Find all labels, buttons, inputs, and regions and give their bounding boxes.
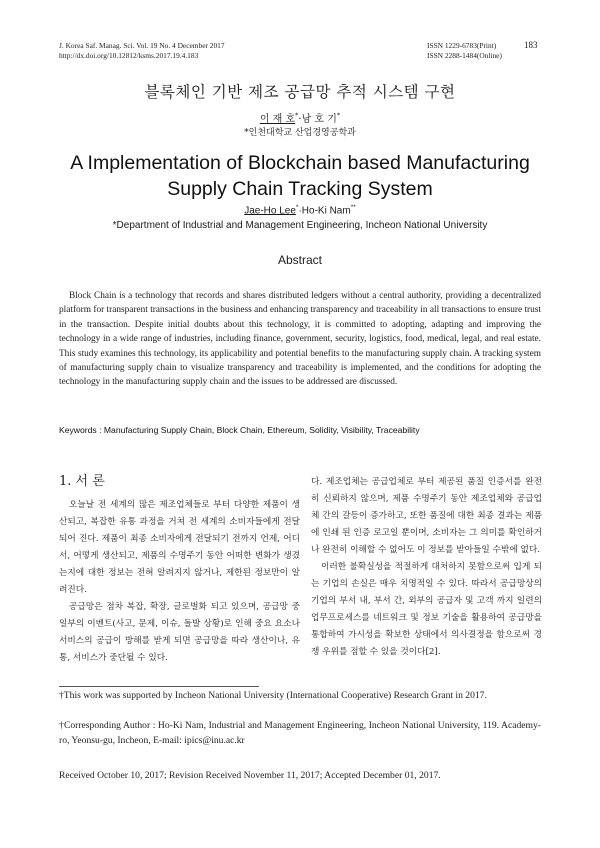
korean-author-2-mark: *	[336, 111, 341, 120]
english-author-2-mark: **	[350, 204, 356, 211]
english-title: A Implementation of Blockchain based Manufacturing Supply Chain Tracking System	[70, 152, 530, 200]
right-column	[311, 474, 542, 661]
issn-online: ISSN 2288-1484(Online)	[427, 51, 502, 60]
doi-link[interactable]: http://dx.doi.org/10.12812/ksms.2017.19.4.183	[59, 51, 199, 60]
english-author-1: Jae-Ho Lee	[244, 205, 296, 217]
paragraph: 오늘날 전 세계의 많은 제조업체들로 부터 다양한 제품이 생산되고, 복잡한 유통 과정을 거쳐 전 세계의 소비자들에게 전달되어 진다. 제품이 최종 소비자에게 전달되기 전까지 언제, 어디서, 어떻게 생산되고, 제품의 수명주기 동안 어떠한 변화가 생겼는지에 대한 정보는 전혀 알려지지 않거나, 제한된 정보만이 알려진다.	[59, 500, 300, 595]
issn-print: ISSN 1229-6783(Print)	[427, 41, 497, 50]
journal-header-left	[59, 41, 225, 61]
corresponding-author-footnote: †Corresponding Author : Ho-Ki Nam, Industrial and Management Engineering, Incheon National University, 119. Academy-ro, Yeonsu-gu, Incheon, E-mail: ipics@inu.ac.kr	[59, 720, 541, 746]
author-separator: ·	[298, 205, 302, 217]
korean-author-2: 남 호 기	[301, 114, 337, 125]
journal-citation: J. Korea Saf. Manag. Sci. Vol. 19 No. 4 December 2017	[59, 41, 225, 50]
abstract-heading: Abstract	[277, 253, 322, 267]
english-author-1-mark: *	[295, 204, 299, 211]
keywords: Keywords : Manufacturing Supply Chain, Block Chain, Ethereum, Solidity, Visibility, Traceability	[59, 425, 420, 435]
journal-header-right	[427, 41, 502, 61]
korean-title: 블록체인 기반 제조 공급망 추적 시스템 구현	[144, 83, 456, 101]
paragraph: 다. 제조업체는 공급업체로 부터 제공된 품질 인증서를 완전히 신뢰하지 않으며, 제품 수명주기 동안 제조업체와 공급업체 간의 갈등이 증가하고, 또한 품질에 대한 최종 결과는 제품에 인쇄 된 인증 로고일 뿐이며, 소비자는 그 의미를 확인하거나 완전히 이해할 수 없어도 이 정보를 받아들일 수밖에 없다.	[311, 477, 542, 555]
korean-authors	[0, 110, 600, 125]
received-dates: Received October 10, 2017; Revision Received November 11, 2017; Accepted December 01, 2017.	[59, 770, 441, 781]
korean-author-1: 이 재 호	[259, 114, 296, 125]
paragraph: 공급망은 점차 복잡, 확장, 글로벌화 되고 있으며, 공급망 중 일부의 이벤트(사고, 문제, 이슈, 돌발 상황)로 인해 중요 요소나 서비스의 공급이 방해를 받게 되면 공급망을 따라 생산이나, 유통, 서비스가 중단될 수 있다.	[59, 602, 300, 663]
author-separator: ·	[298, 114, 302, 125]
abstract-body: Block Chain is a technology that records and shares distributed ledgers without a central authority, providing a decentralized platform for transparent transactions in the business and enhancing transparency and traceability in all transactions to ensure trust in the transaction. Despite initial doubts about this technology, it is committed to adopting, adapting and improving the technology in a wide range of industries, including finance, government, security, logistics, food, medical, legal, and real estate. This study examines this technology, its applicability and potential benefits to the manufacturing supply chain. A tracking system of manufacturing supply chain to visualize transparency and traceability is implemented, and the conditions for adopting the technology in the manufacturing supply chain and the issues to be addressed are discussed.	[59, 291, 541, 388]
footnote-divider	[59, 686, 259, 687]
english-authors	[0, 204, 600, 216]
funding-footnote: †This work was supported by Incheon National University (International Cooperative) Research Grant in 2017.	[59, 690, 487, 701]
korean-affiliation: *인천대학교 산업경영공학과	[244, 128, 356, 138]
page-number: 183	[524, 40, 538, 50]
paragraph: 이러한 불확실성을 적절하게 대처하지 못함으로써 입게 되는 기업의 손실은 매우 치명적일 수 있다. 따라서 공급망상의 기업의 부서 내, 부서 간, 외부의 공급자 및 고객 까지 일련의 업무프로세스를 네트워크 및 정보 기술을 활용하여 공급망을 통합하여 가시성을 확보한 상태에서 의사결정을 함으로써 경쟁 우위를 점할 수 있을 것이다[2].	[311, 562, 542, 657]
korean-author-1-mark: *	[295, 111, 299, 120]
english-author-2: Ho-Ki Nam	[301, 205, 351, 217]
section-heading: 1. 서 론	[59, 474, 105, 489]
english-affiliation: *Department of Industrial and Management Engineering, Incheon National University	[112, 220, 488, 231]
left-column	[59, 497, 300, 667]
